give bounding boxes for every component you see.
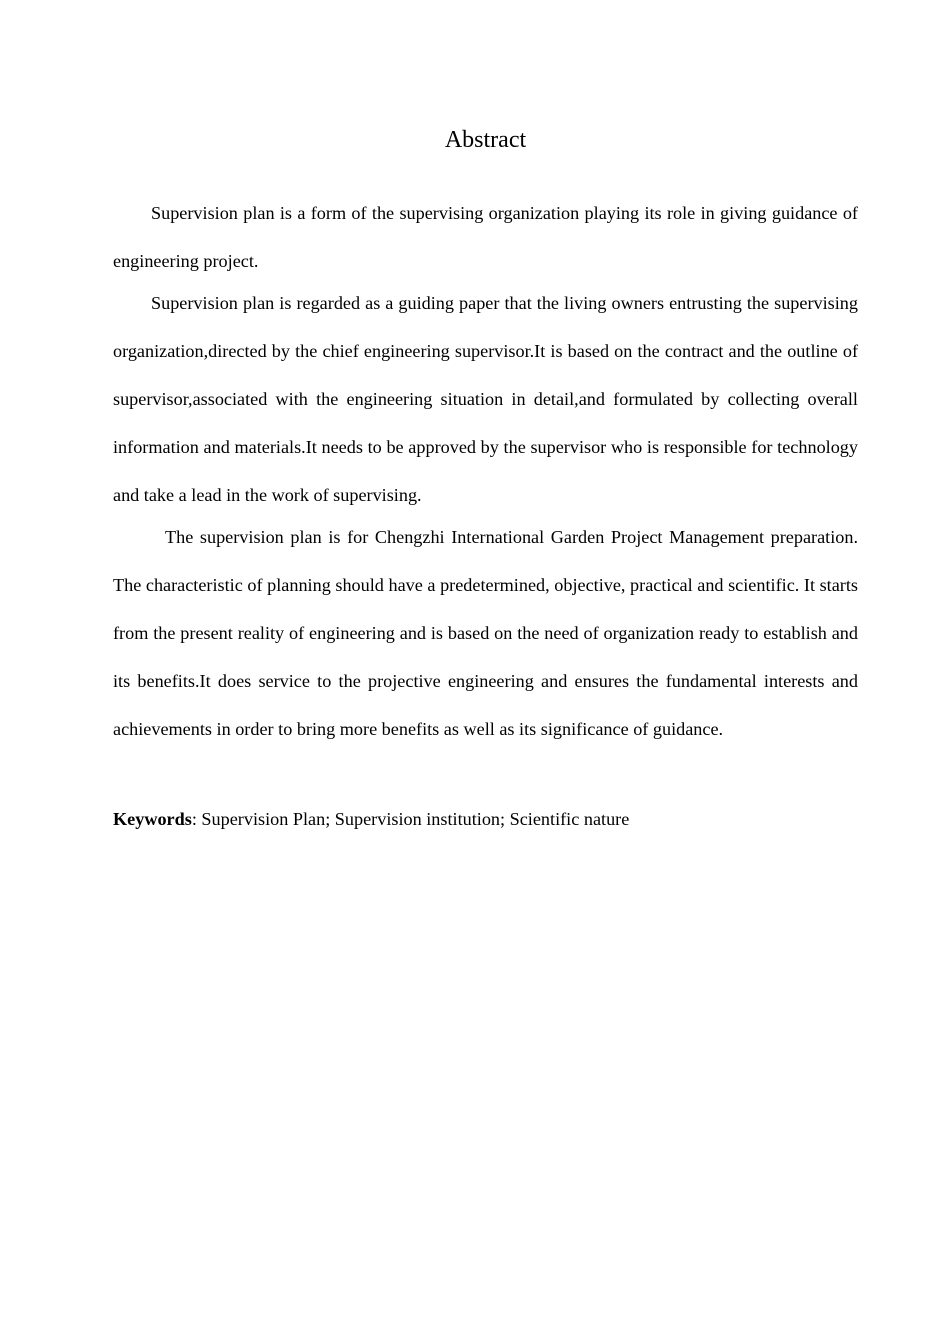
abstract-paragraph-2: Supervision plan is regarded as a guiding paper that the living owners entrusting the supervising organization,directed by the chief engineering supervisor.It is based on the contract and the outline of supervisor,associated with the engineering situation in detail,and formulated by collecting overall information and materials.It needs to be approved by the supervisor who is responsible for technology and take a lead in the work of supervising. bbox=[113, 293, 858, 505]
abstract-paragraph-1: Supervision plan is a form of the supervising organization playing its role in giving guidance of engineering project. bbox=[113, 203, 858, 271]
abstract-title: Abstract bbox=[444, 127, 527, 153]
abstract-paragraph-3: The supervision plan is for Chengzhi International Garden Project Management preparation. The characteristic of planning should have a predetermined, objective, practical and scientific. It starts from the present reality of engineering and is based on the need of organization ready to establish and its benefits.It does service to the projective engineering and ensures the fundamental interests and achievements in order to bring more benefits as well as its significance of guidance. bbox=[113, 527, 858, 739]
keywords-line bbox=[113, 804, 858, 834]
keywords-label: Keywords bbox=[113, 809, 192, 829]
keywords-text: : Supervision Plan; Supervision institution; Scientific nature bbox=[191, 809, 630, 829]
